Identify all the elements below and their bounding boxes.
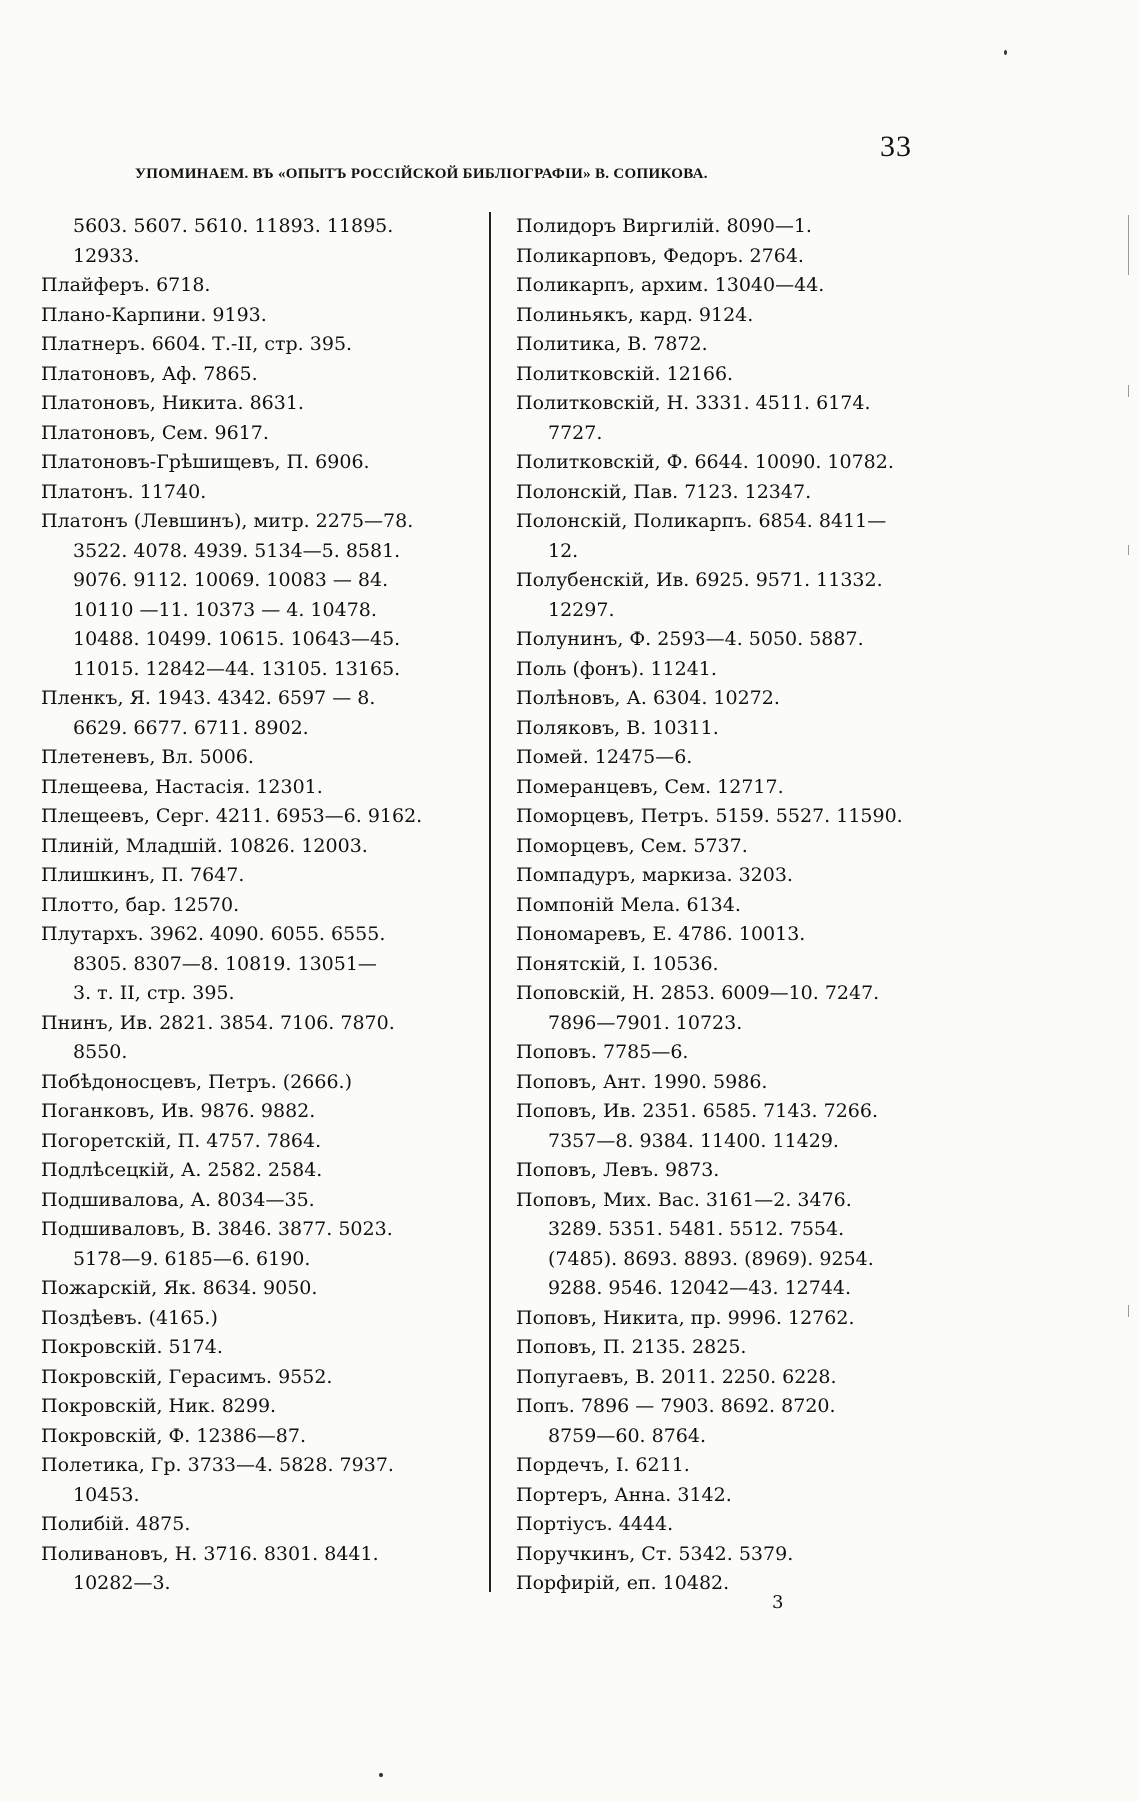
index-line: Платонъ. 11740.	[41, 480, 207, 503]
index-line: Поповъ. 7785—6.	[516, 1041, 689, 1063]
index-line: Поповъ, Никита, пр. 9996. 12762.	[516, 1306, 855, 1329]
index-line: Поповъ, Ант. 1990. 5986.	[516, 1070, 768, 1093]
index-line: Подлѣсецкій, А. 2582. 2584.	[41, 1159, 323, 1181]
index-line: 12297.	[548, 598, 615, 621]
index-line: Поганковъ, Ив. 9876. 9882.	[41, 1100, 316, 1122]
index-line: 7727.	[548, 421, 603, 444]
edge-mark	[1128, 215, 1129, 275]
signature-mark: 3	[772, 1592, 784, 1613]
index-line: Полѣновъ, А. 6304. 10272.	[516, 687, 780, 709]
index-line: Портеръ, Анна. 3142.	[516, 1483, 732, 1506]
index-line: Плотто, бар. 12570.	[41, 893, 240, 916]
index-line: (7485). 8693. 8893. (8969). 9254.	[548, 1247, 874, 1270]
index-line: Полибій. 4875.	[41, 1513, 191, 1535]
index-line: Полиньякъ, кард. 9124.	[516, 303, 754, 326]
index-line: Плетеневъ, Вл. 5006.	[41, 746, 254, 768]
index-line: Плишкинъ, П. 7647.	[41, 864, 245, 886]
index-line: Подшивалова, А. 8034—35.	[41, 1188, 315, 1211]
index-line: Поповъ, Мих. Вас. 3161—2. 3476.	[516, 1188, 852, 1211]
index-line: 9076. 9112. 10069. 10083 — 84.	[73, 569, 389, 591]
index-line: Платнеръ. 6604. Т.-II, стр. 395.	[41, 333, 353, 355]
index-line: 7896—7901. 10723.	[548, 1011, 743, 1034]
index-line: Поль (фонъ). 11241.	[516, 657, 717, 680]
index-line: Попъ. 7896 — 7903. 8692. 8720.	[516, 1395, 836, 1417]
index-line: Политика, В. 7872.	[516, 333, 708, 355]
index-line: 7357—8. 9384. 11400. 11429.	[548, 1129, 839, 1152]
index-line: Покровскій. 5174.	[41, 1336, 223, 1358]
index-line: Поздѣевъ. (4165.)	[41, 1306, 218, 1329]
index-line: 12.	[548, 539, 579, 562]
index-line: Полонскій, Поликарпъ. 6854. 8411—	[516, 510, 887, 532]
index-line: 5178—9. 6185—6. 6190.	[73, 1247, 311, 1270]
index-line: Побѣдоносцевъ, Петръ. (2666.)	[41, 1070, 352, 1093]
index-line: Платоновъ-Грѣшищевъ, П. 6906.	[41, 451, 370, 473]
index-line: Пордечъ, І. 6211.	[516, 1454, 690, 1476]
index-line: Попугаевъ, В. 2011. 2250. 6228.	[516, 1365, 837, 1388]
index-line: Помпадуръ, маркиза. 3203.	[516, 864, 793, 886]
index-line: Платоновъ, Сем. 9617.	[41, 421, 269, 444]
index-line: Платоновъ, Никита. 8631.	[41, 392, 304, 414]
index-line: Плещеева, Настасія. 12301.	[41, 775, 323, 798]
index-line: Платонъ (Левшинъ), митр. 2275—78.	[41, 510, 414, 532]
index-line: 11015. 12842—44. 13105. 13165.	[73, 657, 401, 680]
index-line: Плиній, Младшій. 10826. 12003.	[41, 834, 368, 857]
index-line: Платоновъ, Аф. 7865.	[41, 362, 258, 385]
index-line: Поляковъ, В. 10311.	[516, 716, 719, 739]
edge-mark	[1128, 1305, 1129, 1317]
index-line: Пнинъ, Ив. 2821. 3854. 7106. 7870.	[41, 1011, 395, 1034]
column-divider	[489, 212, 491, 1592]
index-line: 10453.	[73, 1483, 140, 1506]
index-line: Полетика, Гр. 3733—4. 5828. 7937.	[41, 1454, 394, 1476]
index-line: Пленкъ, Я. 1943. 4342. 6597 — 8.	[41, 687, 376, 709]
index-line: 10110 —11. 10373 — 4. 10478.	[73, 598, 377, 621]
index-line: Политковскій, Н. 3331. 4511. 6174.	[516, 392, 871, 414]
index-line: Помей. 12475—6.	[516, 746, 693, 768]
index-line: 8550.	[73, 1041, 128, 1063]
index-line: Погоретскій, П. 4757. 7864.	[41, 1129, 322, 1152]
index-line: 3. т. II, стр. 395.	[73, 982, 235, 1004]
index-line: Поповъ, Ив. 2351. 6585. 7143. 7266.	[516, 1100, 879, 1122]
index-line: 10488. 10499. 10615. 10643—45.	[73, 628, 401, 650]
index-line: Политковскій. 12166.	[516, 362, 734, 385]
index-line: Порфирій, еп. 10482.	[516, 1572, 730, 1594]
index-line: Покровскій, Ник. 8299.	[41, 1395, 277, 1417]
index-line: 10282—3.	[73, 1572, 171, 1594]
index-line: Поручкинъ, Ст. 5342. 5379.	[516, 1542, 794, 1565]
index-line: Поморцевъ, Петръ. 5159. 5527. 11590.	[516, 805, 903, 827]
index-line: 6629. 6677. 6711. 8902.	[73, 716, 309, 739]
index-line: Покровскій, Ф. 12386—87.	[41, 1424, 307, 1447]
index-line: Поликарпъ, архим. 13040—44.	[516, 274, 825, 296]
index-line: Плещеевъ, Серг. 4211. 6953—6. 9162.	[41, 805, 423, 827]
index-line: Пожарскій, Як. 8634. 9050.	[41, 1277, 318, 1299]
index-line: Поповъ, Левъ. 9873.	[516, 1159, 720, 1181]
edge-mark	[1128, 385, 1129, 397]
index-line: Плайферъ. 6718.	[41, 274, 211, 296]
running-header	[135, 143, 935, 183]
ink-speck	[379, 1773, 383, 1777]
index-line: Полидоръ Виргилій. 8090—1.	[516, 215, 812, 237]
index-line: Поликарповъ, Федоръ. 2764.	[516, 244, 804, 267]
right-column	[500, 212, 950, 1599]
edge-mark	[1128, 545, 1129, 555]
index-line: Поповскій, Н. 2853. 6009—10. 7247.	[516, 982, 880, 1004]
index-line: Понятскій, І. 10536.	[516, 952, 719, 975]
index-line: 5603. 5607. 5610. 11893. 11895.	[73, 215, 394, 237]
index-line: 8305. 8307—8. 10819. 13051—	[73, 952, 377, 975]
index-line: Покровскій, Герасимъ. 9552.	[41, 1365, 333, 1388]
index-line: Плано-Карпини. 9193.	[41, 303, 267, 326]
index-line: Полонскій, Пав. 7123. 12347.	[516, 480, 812, 503]
index-line: Политковскій, Ф. 6644. 10090. 10782.	[516, 451, 894, 473]
index-line: Поливановъ, Н. 3716. 8301. 8441.	[41, 1542, 379, 1565]
ink-speck	[1004, 50, 1007, 55]
index-line: Плутархъ. 3962. 4090. 6055. 6555.	[41, 923, 386, 945]
index-line: Полунинъ, Ф. 2593—4. 5050. 5887.	[516, 628, 864, 650]
index-line: Поповъ, П. 2135. 2825.	[516, 1336, 747, 1358]
index-line: 8759—60. 8764.	[548, 1424, 707, 1447]
index-line: Поморцевъ, Сем. 5737.	[516, 834, 748, 857]
index-line: 3289. 5351. 5481. 5512. 7554.	[548, 1218, 845, 1240]
index-line: 3522. 4078. 4939. 5134—5. 8581.	[73, 539, 401, 562]
index-line: Полубенскій, Ив. 6925. 9571. 11332.	[516, 569, 883, 591]
index-line: Пономаревъ, Е. 4786. 10013.	[516, 923, 806, 945]
index-line: Померанцевъ, Сем. 12717.	[516, 775, 784, 798]
index-line: 12933.	[73, 244, 140, 267]
left-column	[25, 212, 465, 1599]
index-line: Помпоній Мела. 6134.	[516, 893, 741, 916]
index-line: Портіусъ. 4444.	[516, 1513, 674, 1535]
header-title: УПОМИНАЕМ. ВЪ «ОПЫТЪ РОССІЙСКОЙ БИБЛІОГРАФІИ» В. СОПИКОВА.	[135, 166, 708, 182]
index-line: 9288. 9546. 12042—43. 12744.	[548, 1277, 852, 1299]
index-line: Подшиваловъ, В. 3846. 3877. 5023.	[41, 1218, 393, 1240]
page-number: 33	[880, 130, 912, 163]
